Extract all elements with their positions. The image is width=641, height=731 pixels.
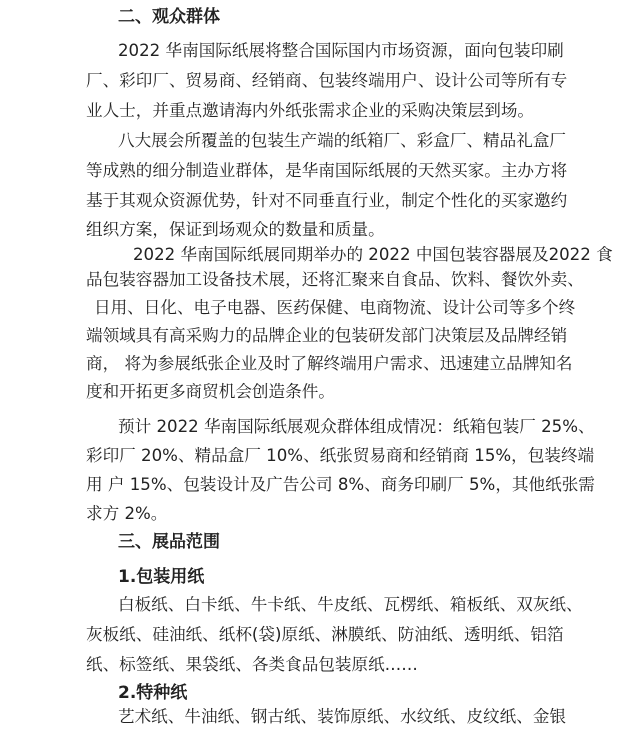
paragraph-line (0, 378, 641, 406)
text-line: 纸、标签纸、果袋纸、各类食品包装原纸…… (86, 655, 418, 674)
paragraph-line (0, 266, 641, 294)
paragraph-line (0, 187, 641, 215)
paragraph-line (0, 471, 641, 499)
text-line: 预计 2022 华南国际纸展观众群体组成情况：纸箱包装厂 25%、 (118, 417, 595, 436)
paragraph-line (0, 97, 641, 125)
text-line: 组织方案，保证到场观众的数量和质量。 (86, 220, 385, 239)
text-line: 业人士，并重点邀请海内外纸张需求企业的采购决策层到场。 (86, 101, 535, 120)
paragraph-line (0, 322, 641, 350)
paragraph-line (0, 703, 641, 731)
text-line: 灰板纸、硅油纸、纸杯(袋)原纸、淋膜纸、防油纸、透明纸、铝箔 (86, 625, 564, 644)
text-line: 度和开拓更多商贸机会创造条件。 (86, 382, 335, 401)
text-line: 彩印厂 20%、精品盒厂 10%、纸张贸易商和经销商 15%，包装终端 (86, 446, 595, 465)
text-line: 商， 将为参展纸张企业及时了解终端用户需求、迅速建立品牌知名 (86, 354, 573, 373)
text-line: 用 户 15%、包装设计及广告公司 8%、商务印刷厂 5%，其他纸张需 (86, 475, 595, 494)
paragraph-line (0, 621, 641, 649)
text-line: 基于其观众资源优势，针对不同垂直行业，制定个性化的买家邀约 (86, 191, 568, 210)
text-line: 艺术纸、牛油纸、钢古纸、装饰原纸、水纹纸、皮纹纸、金银 (118, 707, 567, 726)
paragraph-line (0, 241, 641, 269)
text-line: 白板纸、白卡纸、牛卡纸、牛皮纸、瓦楞纸、箱板纸、双灰纸、 (118, 595, 583, 614)
paragraph-line (0, 651, 641, 679)
paragraph-line (0, 127, 641, 155)
section-heading-audience (0, 3, 641, 31)
paragraph-line (0, 37, 641, 65)
text-line: 八大展会所覆盖的包装生产端的纸箱厂、彩盒厂、精品礼盒厂 (118, 131, 567, 150)
paragraph-line (0, 413, 641, 441)
text-line: 日用、日化、电子电器、医药保健、电商物流、设计公司等多个终 (94, 298, 576, 317)
paragraph-line (0, 500, 641, 528)
paragraph-line (0, 350, 641, 378)
subheading-text: 2.特种纸 (118, 683, 188, 703)
text-line: 求方 2%。 (86, 504, 168, 523)
text-line: 品包装容器加工设备技术展，还将汇聚来自食品、饮料、餐饮外卖、 (86, 270, 584, 289)
paragraph-line (0, 216, 641, 244)
text-line: 2022 华南国际纸展同期举办的 2022 中国包装容器展及2022 食 (133, 245, 613, 264)
subheading-packaging-paper (0, 563, 641, 591)
paragraph-line (0, 67, 641, 95)
subheading-text: 1.包装用纸 (118, 567, 205, 587)
text-line: 2022 华南国际纸展将整合国际国内市场资源，面向包装印刷 (118, 41, 564, 60)
heading-text: 二、观众群体 (118, 7, 220, 27)
text-line: 等成熟的细分制造业群体，是华南国际纸展的天然买家。主办方将 (86, 161, 568, 180)
paragraph-line (0, 294, 641, 322)
text-line: 厂、彩印厂、贸易商、经销商、包装终端用户、设计公司等所有专 (86, 71, 568, 90)
heading-text: 三、展品范围 (118, 532, 220, 552)
section-heading-exhibits (0, 528, 641, 556)
paragraph-line (0, 157, 641, 185)
paragraph-line (0, 591, 641, 619)
paragraph-line (0, 442, 641, 470)
text-line: 端领域具有高采购力的品牌企业的包装研发部门决策层及品牌经销 (86, 326, 568, 345)
